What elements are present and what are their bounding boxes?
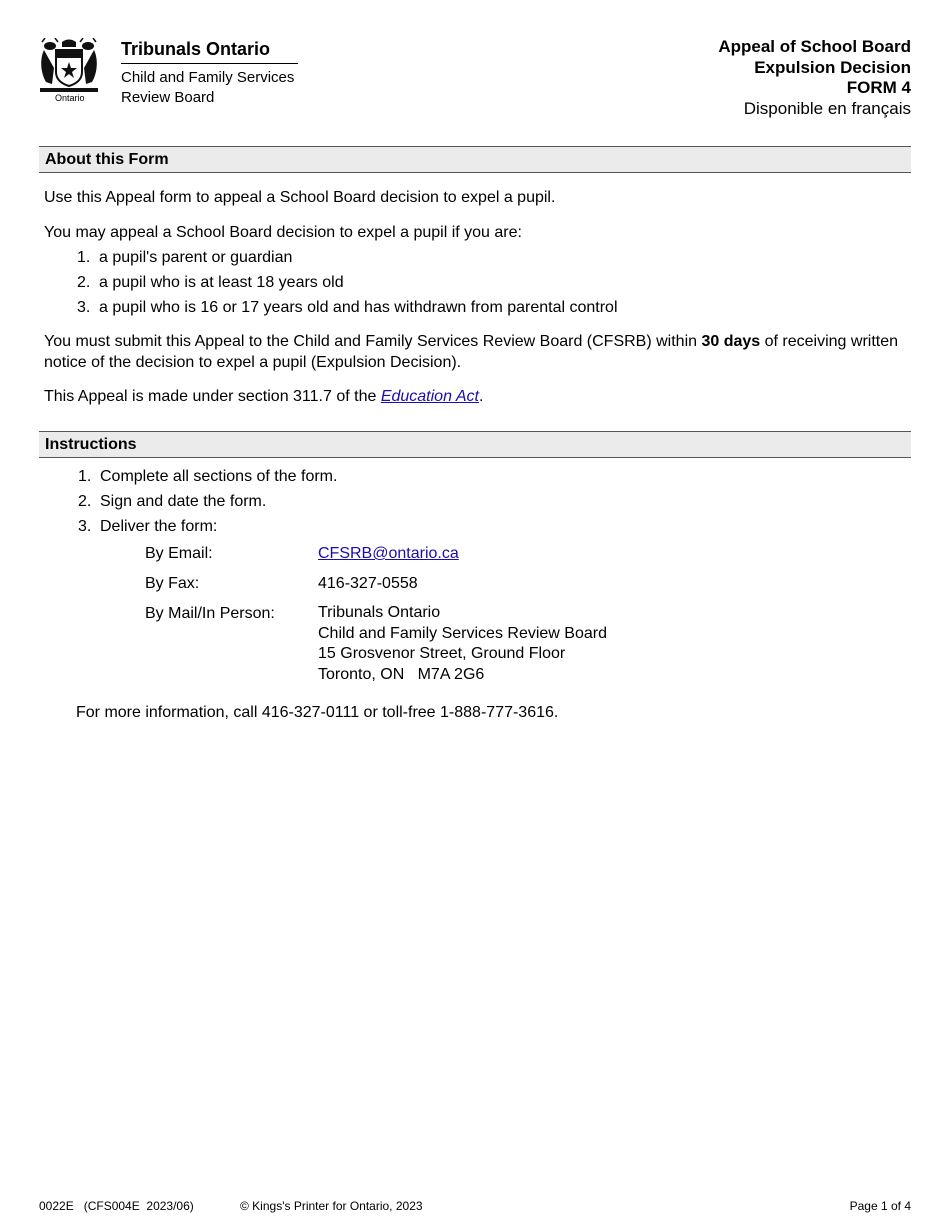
logo-caption: Ontario [55, 93, 85, 103]
mail-label: By Mail/In Person: [145, 605, 275, 622]
fax-label: By Fax: [145, 575, 200, 592]
footer-copyright: © Kings's Printer for Ontario, 2023 [240, 1199, 423, 1213]
education-act-link[interactable]: Education Act [380, 388, 479, 405]
org-name: Tribunals Ontario [121, 39, 271, 59]
instruction-step: 1. Complete all sections of the form. [78, 468, 338, 485]
list-item-text: a pupil who is 16 or 17 years old and has withdrawn from parental control [99, 299, 618, 316]
about-paragraph-2: You may appeal a School Board decision to expel a pupil if you are: [44, 224, 522, 241]
header-logo-block [38, 36, 308, 108]
about-paragraph-4: This Appeal is made under section 311.7 of the Education Act. [44, 388, 484, 405]
email-label: By Email: [145, 545, 213, 562]
about-paragraph-1: Use this Appeal form to appeal a School Board decision to expel a pupil. [44, 189, 556, 206]
footer-form-code: 0022E (CFS004E 2023/06) [39, 1199, 194, 1213]
instruction-step-text: Deliver the form: [100, 518, 218, 535]
address-line: Tribunals Ontario [318, 604, 441, 621]
instruction-step-text: Complete all sections of the form. [100, 468, 338, 485]
deadline-days: 30 days [701, 333, 761, 350]
more-info-text: For more information, call 416-327-0111 or toll-free 1-888-777-3616. [76, 704, 559, 721]
address-line: Toronto, ON M7A 2G6 [318, 665, 485, 683]
address-line: Child and Family Services Review Board [318, 624, 607, 642]
fax-number: 416-327-0558 [318, 575, 418, 592]
org-subtitle-line-1: Child and Family Services [121, 69, 295, 86]
list-item: 1. a pupil's parent or guardian [77, 249, 293, 266]
address-line: 15 Grosvenor Street, Ground Floor [318, 645, 566, 662]
french-version-note: Disponible en français [743, 98, 911, 118]
form-number: FORM 4 [846, 78, 911, 97]
form-title-block [718, 37, 911, 119]
list-item-text: a pupil who is at least 18 years old [99, 274, 344, 291]
form-title-line-2: Expulsion Decision [754, 57, 911, 77]
org-name-divider [121, 63, 298, 64]
instructions-section-heading: Instructions [39, 431, 911, 458]
footer-page-number: Page 1 of 4 [849, 1199, 911, 1213]
mailing-address [318, 603, 607, 685]
org-subtitle [121, 68, 294, 108]
instruction-step: 3. Deliver the form: [78, 518, 218, 535]
email-link[interactable]: CFSRB@ontario.ca [318, 545, 459, 562]
instruction-step: 2. Sign and date the form. [78, 493, 267, 510]
list-item: 3. a pupil who is 16 or 17 years old and has withdrawn from parental control [77, 299, 618, 316]
about-section-heading: About this Form [39, 146, 911, 173]
org-subtitle-line-2: Review Board [121, 89, 215, 106]
instruction-step-text: Sign and date the form. [100, 493, 267, 510]
list-item-text: a pupil's parent or guardian [99, 249, 293, 266]
form-title-line-1: Appeal of School Board [718, 37, 911, 56]
about-paragraph-3: You must submit this Appeal to the Child and Family Services Review Board (CFSRB) within 30 days of receiving written notice of the decision to expel a pupil (Expulsion Decision). [44, 333, 899, 371]
list-item: 2. a pupil who is at least 18 years old [77, 274, 344, 291]
